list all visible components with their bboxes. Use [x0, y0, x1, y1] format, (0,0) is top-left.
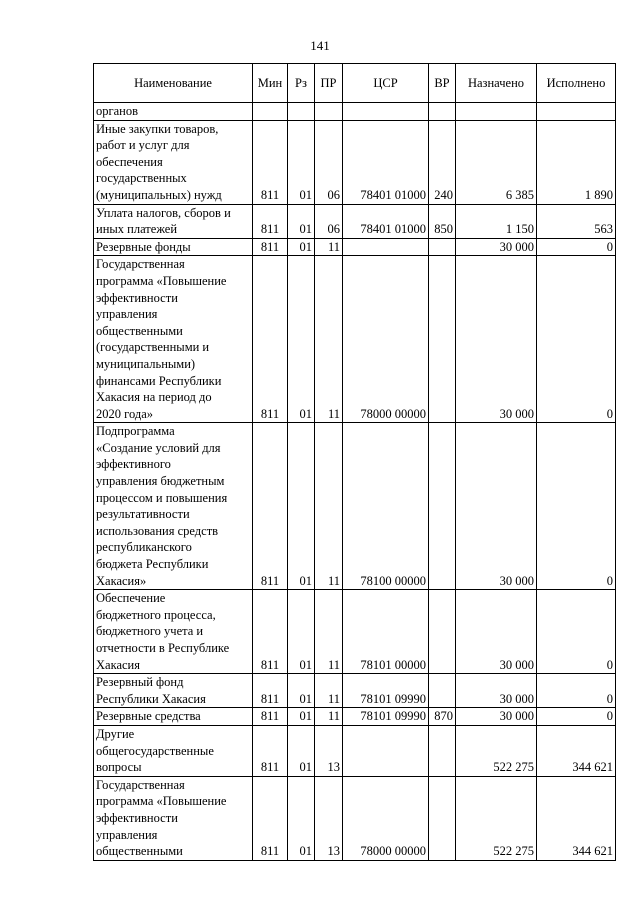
row-name-cell: Другие общегосударственные вопросы — [94, 725, 253, 776]
row-vr-cell — [429, 725, 456, 776]
row-name-cell: Государственная программа «Повышение эффективности управления общественными — [94, 776, 253, 860]
header-rz: Рз — [288, 64, 315, 103]
row-assigned-cell — [456, 103, 537, 121]
table-header-row — [94, 64, 616, 103]
table-row — [94, 238, 616, 256]
row-vr-cell: 850 — [429, 204, 456, 238]
row-min-cell: 811 — [253, 423, 288, 590]
row-rz-cell: 01 — [288, 674, 315, 708]
row-csr-cell: 78101 00000 — [343, 590, 429, 674]
table-row — [94, 256, 616, 423]
row-csr-cell — [343, 103, 429, 121]
row-min-cell: 811 — [253, 256, 288, 423]
table-row — [94, 776, 616, 860]
row-name-cell: Резервные фонды — [94, 238, 253, 256]
row-executed-cell: 0 — [537, 256, 616, 423]
table-row — [94, 674, 616, 708]
header-min: Мин — [253, 64, 288, 103]
row-name-cell: Резервный фонд Республики Хакасия — [94, 674, 253, 708]
row-assigned-cell: 30 000 — [456, 708, 537, 726]
table-row — [94, 423, 616, 590]
row-executed-cell: 563 — [537, 204, 616, 238]
row-min-cell: 811 — [253, 238, 288, 256]
row-vr-cell: 240 — [429, 120, 456, 204]
table-row — [94, 708, 616, 726]
budget-table — [93, 63, 616, 861]
row-pr-cell: 06 — [315, 204, 343, 238]
row-min-cell — [253, 103, 288, 121]
table-row — [94, 590, 616, 674]
row-pr-cell: 11 — [315, 423, 343, 590]
row-executed-cell: 344 621 — [537, 776, 616, 860]
row-executed-cell: 344 621 — [537, 725, 616, 776]
row-name-cell: Иные закупки товаров, работ и услуг для обеспечения государственных (муниципальных) нужд — [94, 120, 253, 204]
row-executed-cell: 0 — [537, 674, 616, 708]
header-name: Наименование — [94, 64, 253, 103]
header-csr: ЦСР — [343, 64, 429, 103]
row-vr-cell — [429, 590, 456, 674]
row-rz-cell: 01 — [288, 256, 315, 423]
row-vr-cell — [429, 776, 456, 860]
row-rz-cell: 01 — [288, 776, 315, 860]
row-csr-cell: 78000 00000 — [343, 776, 429, 860]
table-row — [94, 103, 616, 121]
row-executed-cell — [537, 103, 616, 121]
row-rz-cell: 01 — [288, 590, 315, 674]
page-number: 141 — [310, 38, 330, 53]
row-pr-cell: 11 — [315, 238, 343, 256]
row-vr-cell: 870 — [429, 708, 456, 726]
table-row — [94, 204, 616, 238]
row-csr-cell: 78401 01000 — [343, 204, 429, 238]
row-rz-cell: 01 — [288, 708, 315, 726]
row-rz-cell: 01 — [288, 204, 315, 238]
row-executed-cell: 0 — [537, 590, 616, 674]
row-min-cell: 811 — [253, 120, 288, 204]
row-rz-cell: 01 — [288, 725, 315, 776]
row-assigned-cell: 30 000 — [456, 256, 537, 423]
row-name-cell: Подпрограмма «Создание условий для эффективного управления бюджетным процессом и повышения результативности использования средств республиканского бюджета Республики Хакасия» — [94, 423, 253, 590]
row-assigned-cell: 6 385 — [456, 120, 537, 204]
row-pr-cell: 11 — [315, 674, 343, 708]
row-assigned-cell: 30 000 — [456, 238, 537, 256]
row-pr-cell: 13 — [315, 725, 343, 776]
row-rz-cell: 01 — [288, 423, 315, 590]
row-executed-cell: 0 — [537, 423, 616, 590]
row-csr-cell: 78100 00000 — [343, 423, 429, 590]
row-name-cell: Уплата налогов, сборов и иных платежей — [94, 204, 253, 238]
row-assigned-cell: 1 150 — [456, 204, 537, 238]
row-pr-cell: 11 — [315, 256, 343, 423]
row-pr-cell: 06 — [315, 120, 343, 204]
row-assigned-cell: 522 275 — [456, 725, 537, 776]
header-vr: ВР — [429, 64, 456, 103]
row-rz-cell: 01 — [288, 238, 315, 256]
table-row — [94, 120, 616, 204]
row-pr-cell: 13 — [315, 776, 343, 860]
row-csr-cell: 78101 09990 — [343, 674, 429, 708]
row-name-cell: Государственная программа «Повышение эффективности управления общественными (государственными и муниципальными) финансами Республики Хакасия на период до 2020 года» — [94, 256, 253, 423]
row-min-cell: 811 — [253, 674, 288, 708]
row-csr-cell: 78101 09990 — [343, 708, 429, 726]
row-pr-cell — [315, 103, 343, 121]
row-min-cell: 811 — [253, 776, 288, 860]
row-min-cell: 811 — [253, 725, 288, 776]
row-rz-cell — [288, 103, 315, 121]
row-vr-cell — [429, 423, 456, 590]
row-csr-cell: 78401 01000 — [343, 120, 429, 204]
row-vr-cell — [429, 103, 456, 121]
row-name-cell: органов — [94, 103, 253, 121]
row-assigned-cell: 30 000 — [456, 590, 537, 674]
row-min-cell: 811 — [253, 590, 288, 674]
row-vr-cell — [429, 674, 456, 708]
row-rz-cell: 01 — [288, 120, 315, 204]
row-vr-cell — [429, 238, 456, 256]
row-csr-cell — [343, 725, 429, 776]
row-csr-cell — [343, 238, 429, 256]
row-executed-cell: 0 — [537, 238, 616, 256]
row-assigned-cell: 522 275 — [456, 776, 537, 860]
row-executed-cell: 0 — [537, 708, 616, 726]
row-csr-cell: 78000 00000 — [343, 256, 429, 423]
row-name-cell: Обеспечение бюджетного процесса, бюджетного учета и отчетности в Республике Хакасия — [94, 590, 253, 674]
row-min-cell: 811 — [253, 708, 288, 726]
row-executed-cell: 1 890 — [537, 120, 616, 204]
row-vr-cell — [429, 256, 456, 423]
row-pr-cell: 11 — [315, 590, 343, 674]
header-pr: ПР — [315, 64, 343, 103]
row-pr-cell: 11 — [315, 708, 343, 726]
header-assigned: Назначено — [456, 64, 537, 103]
row-name-cell: Резервные средства — [94, 708, 253, 726]
table-row — [94, 725, 616, 776]
row-min-cell: 811 — [253, 204, 288, 238]
row-assigned-cell: 30 000 — [456, 674, 537, 708]
row-assigned-cell: 30 000 — [456, 423, 537, 590]
header-executed: Исполнено — [537, 64, 616, 103]
